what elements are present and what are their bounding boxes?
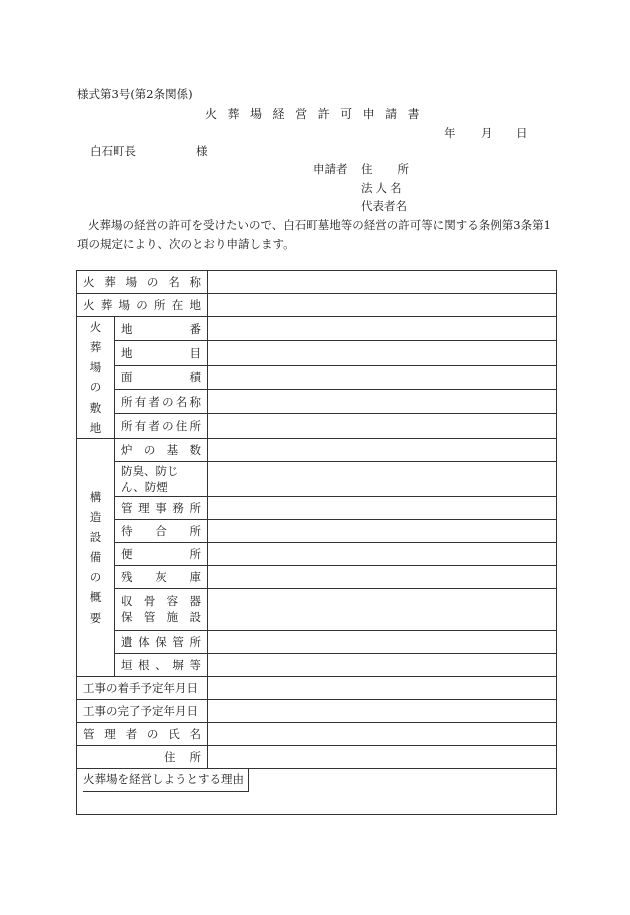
label-land-category xyxy=(121,345,201,361)
label-char: 者 xyxy=(125,726,138,741)
label-char: 所 xyxy=(189,419,201,434)
field-toilet[interactable] xyxy=(208,542,557,565)
label-construction-start: 工事の着手予定年月日 xyxy=(83,680,198,695)
field-furnace-count[interactable] xyxy=(208,438,557,461)
label-char: 事 xyxy=(155,500,167,515)
label-char: 所 xyxy=(189,523,201,538)
label-char: 炉 xyxy=(121,442,133,457)
field-lot-number[interactable] xyxy=(208,317,557,341)
label-char: 地 xyxy=(121,321,133,336)
field-manager-address[interactable] xyxy=(208,745,557,768)
cell-label xyxy=(115,365,208,389)
label-char: 塀 xyxy=(172,657,184,672)
label-char: 施 xyxy=(166,610,179,625)
date-year-label: 年 xyxy=(444,126,456,140)
label-char: 地 xyxy=(89,420,102,435)
reason-cell[interactable] xyxy=(77,768,557,814)
label-char: 骨 xyxy=(143,594,156,609)
label-char: 管 xyxy=(143,610,156,625)
label-char: の xyxy=(146,275,159,289)
label-char: 根 xyxy=(138,657,150,672)
label-deodorization: 防臭、防じん、防煙 xyxy=(121,463,179,494)
field-urn-storage[interactable] xyxy=(208,588,557,630)
label-char: 管 xyxy=(83,726,95,741)
label-crematorium-name xyxy=(83,274,201,290)
label-char: 称 xyxy=(189,394,201,409)
label-waiting-room xyxy=(121,523,201,539)
title-char: 場 xyxy=(250,107,273,121)
label-char: 構 xyxy=(89,489,102,504)
label-char: 管 xyxy=(121,500,133,515)
label-char: 務 xyxy=(172,500,184,515)
label-furnace-count xyxy=(121,442,201,458)
label-char: 有 xyxy=(134,419,147,434)
cell-label xyxy=(115,630,208,653)
field-land-category[interactable] xyxy=(208,341,557,365)
title-char: 書 xyxy=(407,107,431,121)
cell-label xyxy=(115,542,208,565)
cell-label xyxy=(115,461,208,496)
field-owner-name[interactable] xyxy=(208,390,557,414)
label-char: 垣 xyxy=(121,657,133,672)
addressee: 白石町長 xyxy=(90,144,136,158)
title-char: 営 xyxy=(295,107,318,121)
representative-label: 代表者名 xyxy=(361,199,407,213)
cell-label xyxy=(115,519,208,542)
label-char: 所 xyxy=(189,546,201,561)
label-char: 地 xyxy=(121,346,133,361)
label-char: 所 xyxy=(189,500,201,515)
label-char: 住 xyxy=(361,162,373,176)
label-char: 番 xyxy=(189,321,201,336)
label-char: 保 xyxy=(121,610,133,625)
label-owner-name xyxy=(121,394,201,410)
cell-label xyxy=(115,496,208,519)
label-char: 合 xyxy=(155,523,167,538)
cell-label xyxy=(77,271,208,294)
label-char: 基 xyxy=(166,442,179,457)
label-manager-address xyxy=(83,749,201,765)
cell-label xyxy=(115,565,208,588)
application-statement: 火葬場の経営の許可を受けたいので、白石町墓地等の経営の許可等に関する条例第3条第1項の規定により、次のとおり申請します。 xyxy=(77,218,551,251)
cell-label xyxy=(77,745,208,768)
label-char: 残 xyxy=(121,569,133,584)
label-char: の xyxy=(143,442,156,457)
label-char: 所 xyxy=(397,162,409,176)
label-char: 管 xyxy=(172,634,184,649)
label-char: 理 xyxy=(138,500,150,515)
label-char: 目 xyxy=(189,346,201,361)
label-char: 体 xyxy=(138,634,150,649)
label-char: 名 xyxy=(168,275,180,289)
label-char: 火 xyxy=(89,320,102,334)
field-construction-start[interactable] xyxy=(208,676,557,699)
label-fences xyxy=(121,657,201,673)
label-char: 器 xyxy=(189,594,201,609)
title-char: 葬 xyxy=(227,107,251,121)
date-day-label: 日 xyxy=(516,126,528,140)
field-ash-storage[interactable] xyxy=(208,565,557,588)
label-crematorium-location xyxy=(83,297,201,313)
label-lot-number xyxy=(121,321,201,337)
cell-label xyxy=(77,676,208,699)
label-char: 遺 xyxy=(121,634,133,649)
label-char: 収 xyxy=(121,594,133,609)
label-char: 設 xyxy=(189,610,201,625)
label-owner-address xyxy=(121,418,201,434)
cell-label xyxy=(115,317,208,341)
cell-label xyxy=(115,414,208,438)
label-char: 庫 xyxy=(189,569,201,584)
field-owner-address[interactable] xyxy=(208,414,557,438)
label-char: 所 xyxy=(121,419,133,434)
label-char: の xyxy=(89,570,102,585)
application-form-table xyxy=(76,270,557,815)
label-urn-storage-line1 xyxy=(121,593,201,609)
label-char: 造 xyxy=(89,509,102,524)
label-char: の xyxy=(89,380,102,395)
label-urn-storage-line2 xyxy=(121,609,201,625)
field-construction-end[interactable] xyxy=(208,699,557,722)
title-char: 経 xyxy=(272,107,296,121)
label-ash-storage xyxy=(121,569,201,585)
corporation-name-label: 法人名 xyxy=(361,181,405,195)
cell-label xyxy=(115,438,208,461)
cell-label xyxy=(77,722,208,745)
label-char: の xyxy=(162,394,174,409)
label-char: 場 xyxy=(125,275,138,289)
label-area xyxy=(121,369,201,385)
form-title xyxy=(205,105,430,122)
title-char: 火 xyxy=(205,107,228,121)
label-char: 者 xyxy=(148,394,160,409)
structure-group-label xyxy=(77,438,115,676)
cell-label xyxy=(115,653,208,676)
label-char: 等 xyxy=(189,657,201,672)
label-char: 所 xyxy=(154,298,166,312)
label-char: 名 xyxy=(189,726,201,741)
label-char: の xyxy=(136,298,148,312)
label-char: の xyxy=(146,726,159,741)
applicant-address-label xyxy=(361,161,409,177)
label-char: 容 xyxy=(166,594,179,609)
label-char: 火 xyxy=(83,298,95,312)
label-char: 灰 xyxy=(155,569,167,584)
label-char: 理 xyxy=(104,726,116,741)
addressee-honorific: 様 xyxy=(196,144,208,158)
label-char: 要 xyxy=(89,610,102,625)
title-char: 請 xyxy=(385,107,408,121)
label-char: 積 xyxy=(189,370,201,385)
label-char: 便 xyxy=(121,546,133,561)
label-char: 所 xyxy=(121,394,133,409)
label-char: 住 xyxy=(164,749,176,764)
label-char: 葬 xyxy=(104,275,116,289)
label-char: 敷 xyxy=(89,400,102,415)
cell-label xyxy=(115,341,208,365)
form-number: 様式第3号(第2条関係) xyxy=(77,87,193,101)
field-waiting-room[interactable] xyxy=(208,519,557,542)
date-month-label: 月 xyxy=(481,126,493,140)
label-toilet xyxy=(121,546,201,562)
applicant-label: 申請者 xyxy=(313,162,348,176)
label-manager-name xyxy=(83,726,201,742)
label-char: 数 xyxy=(189,442,201,457)
label-char: 保 xyxy=(155,634,167,649)
title-char: 可 xyxy=(340,107,363,121)
field-deodorization[interactable] xyxy=(208,461,557,496)
field-area[interactable] xyxy=(208,365,557,389)
label-char: 者 xyxy=(148,419,160,434)
label-body-storage xyxy=(121,634,201,650)
label-char: 氏 xyxy=(168,726,180,741)
label-char: 所 xyxy=(189,749,201,764)
label-char: 概 xyxy=(89,590,102,605)
cell-label xyxy=(77,699,208,722)
label-char: 火 xyxy=(83,275,95,289)
label-management-office xyxy=(121,500,201,516)
title-char: 許 xyxy=(317,107,341,121)
label-char: 地 xyxy=(189,298,201,312)
site-group-label xyxy=(77,317,115,439)
title-char: 申 xyxy=(362,107,386,121)
label-char: 葬 xyxy=(89,340,102,355)
label-char: 有 xyxy=(134,394,147,409)
cell-label xyxy=(115,390,208,414)
label-char: 設 xyxy=(89,530,102,545)
label-char: 場 xyxy=(89,360,102,375)
label-char: 場 xyxy=(118,298,130,312)
label-construction-end: 工事の完了予定年月日 xyxy=(83,703,198,718)
label-char: 在 xyxy=(171,298,184,312)
field-management-office[interactable] xyxy=(208,496,557,519)
label-char: 葬 xyxy=(100,298,113,312)
label-char: 、 xyxy=(155,657,167,672)
label-char: 名 xyxy=(175,394,188,409)
label-char: 待 xyxy=(121,523,133,538)
field-crematorium-location[interactable] xyxy=(208,294,557,317)
cell-label xyxy=(115,588,208,630)
label-char: の xyxy=(162,419,174,434)
label-char: 面 xyxy=(121,370,133,385)
label-char: 住 xyxy=(175,419,188,434)
cell-label xyxy=(77,294,208,317)
field-fences[interactable] xyxy=(208,653,557,676)
label-char: 備 xyxy=(89,550,102,565)
field-manager-name[interactable] xyxy=(208,722,557,745)
label-char: 称 xyxy=(189,275,201,289)
label-char: 所 xyxy=(189,634,201,649)
label-reason: 火葬場を経営しようとする理由 xyxy=(83,769,249,792)
field-crematorium-name[interactable] xyxy=(208,271,557,294)
field-body-storage[interactable] xyxy=(208,630,557,653)
